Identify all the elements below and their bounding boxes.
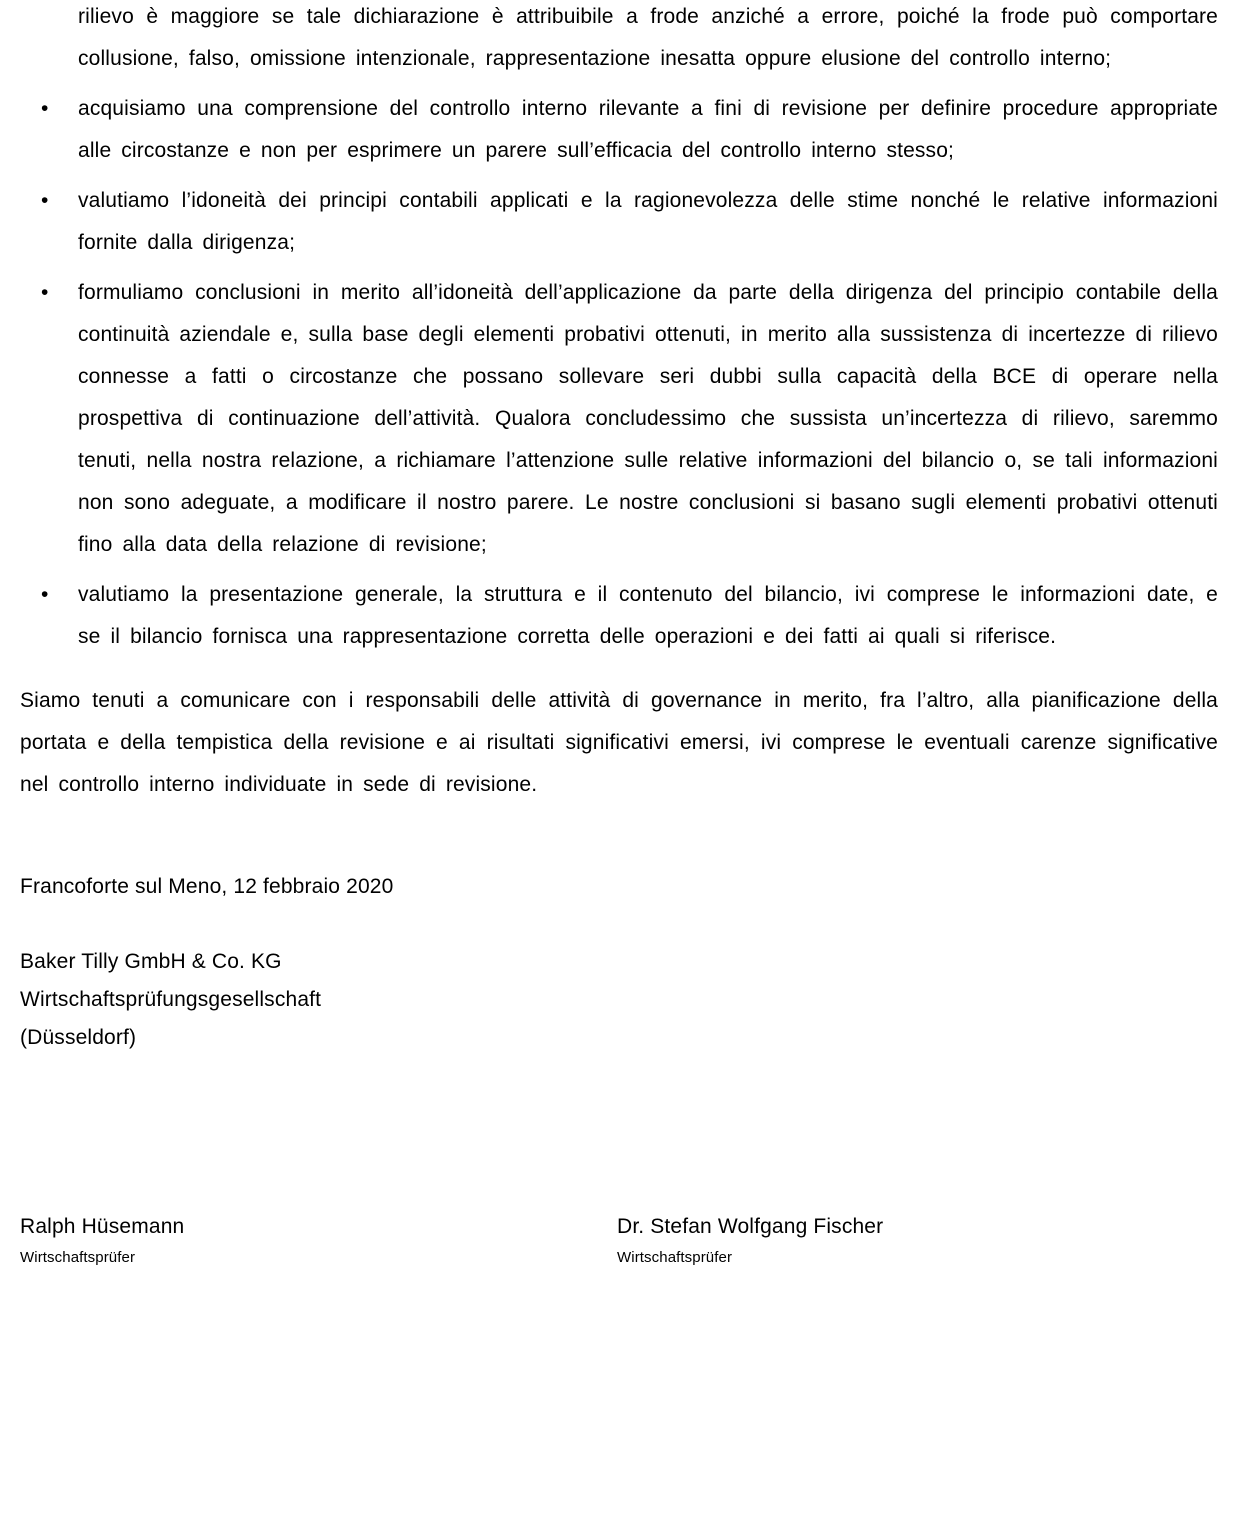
signature-right [617, 1213, 883, 1268]
dateline: Francoforte sul Meno, 12 febbraio 2020 [20, 875, 394, 898]
list-item [20, 180, 1218, 264]
bullet-text: acquisiamo una comprensione del controllo interno rilevante a fini di revisione per definire procedure appropriate alle circostanze e non per esprimere un parere sull’efficacia del controllo interno stesso; [78, 97, 1218, 162]
firm-city: (Düsseldorf) [20, 1026, 137, 1049]
firm-type: Wirtschaftsprüfungsgesellschaft [20, 988, 322, 1011]
bullet-icon: • [41, 97, 49, 120]
closing-paragraph: Siamo tenuti a comunicare con i responsabili delle attività di governance in merito, fra l’altro, alla pianificazione della portata e della tempistica della revisione e ai risultati significativi emersi, ivi comprese le eventuali carenze significative nel controllo interno individuate in sede di revisione. [20, 689, 1218, 796]
firm-name: Baker Tilly GmbH & Co. KG [20, 950, 282, 973]
signatory-name: Ralph Hüsemann [20, 1215, 185, 1238]
bullet-text: valutiamo la presentazione generale, la struttura e il contenuto del bilancio, ivi comprese le informazioni date, e se il bilancio fornisca una rappresentazione corretta delle operazioni e dei fatti ai quali si riferisce. [78, 583, 1218, 648]
continuation-paragraph: rilievo è maggiore se tale dichiarazione è attribuibile a frode anziché a errore, poiché la frode può comportare collusione, falso, omissione intenzionale, rappresentazione inesatta oppure elusione del controllo interno; [78, 5, 1218, 70]
bullet-text: valutiamo l’idoneità dei principi contabili applicati e la ragionevolezza delle stime nonché le relative informazioni fornite dalla dirigenza; [78, 189, 1218, 254]
list-item [20, 574, 1218, 658]
signature-left [20, 1213, 617, 1268]
firm-block [20, 943, 1218, 1057]
bullet-icon: • [41, 189, 49, 212]
signature-row [20, 1213, 1218, 1268]
bullet-list [20, 88, 1218, 658]
signatory-title: Wirtschaftsprüfer [617, 1249, 733, 1266]
list-item [20, 272, 1218, 566]
bullet-icon: • [41, 583, 49, 606]
signatory-title: Wirtschaftsprüfer [20, 1249, 136, 1266]
bullet-text: formuliamo conclusioni in merito all’idoneità dell’applicazione da parte della dirigenza del principio contabile della continuità aziendale e, sulla base degli elementi probativi ottenuti, in merito alla sussistenza di incertezze di rilievo connesse a fatti o circostanze che possano sollevare seri dubbi sulla capacità della BCE di operare nella prospettiva di continuazione dell’attività. Qualora concludessimo che sussista un’incertezza di rilievo, saremmo tenuti, nella nostra relazione, a richiamare l’attenzione sulle relative informazioni del bilancio o, se tali informazioni non sono adeguate, a modificare il nostro parere. Le nostre conclusioni si basano sugli elementi probativi ottenuti fino alla data della relazione di revisione; [78, 281, 1218, 556]
bullet-icon: • [41, 281, 49, 304]
list-item [20, 88, 1218, 172]
signatory-name: Dr. Stefan Wolfgang Fischer [617, 1215, 884, 1238]
